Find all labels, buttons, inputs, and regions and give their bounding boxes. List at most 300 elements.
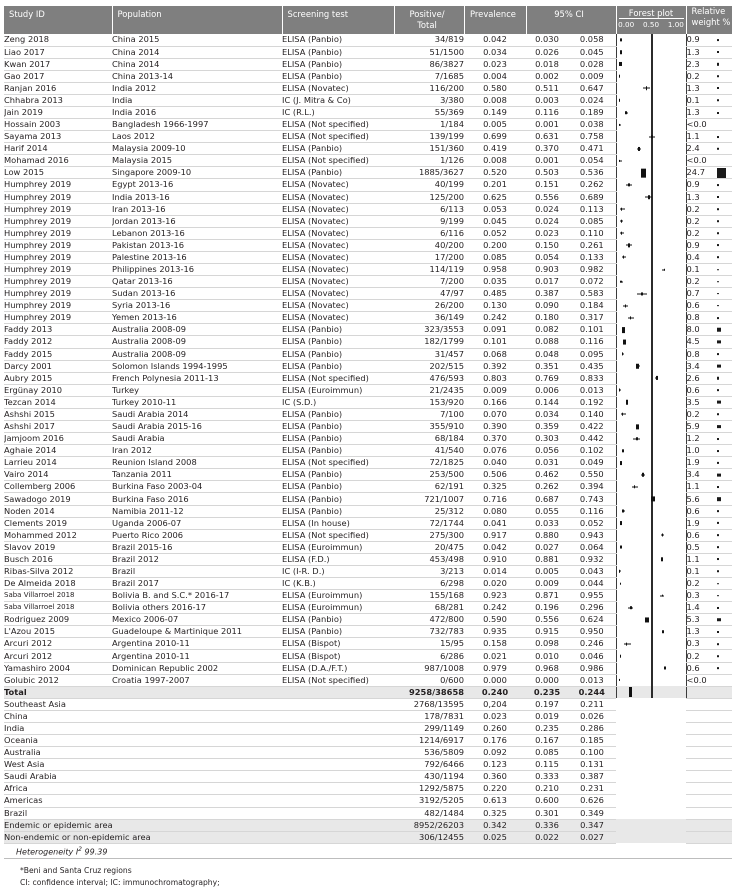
summary-ci-low: 0.336: [526, 819, 568, 831]
summary-positive-total: 3192/5205: [394, 795, 464, 807]
relative-weight-value: 5.6: [687, 494, 700, 504]
cell-positive-total: 116/200: [394, 82, 464, 94]
relative-weight-bar: [717, 244, 719, 246]
summary-positive-total: 178/7831: [394, 710, 464, 722]
table-row[interactable]: [4, 131, 732, 143]
cell-study-id: Clements 2019: [4, 517, 112, 529]
table-row[interactable]: [4, 336, 732, 348]
cell-ci-low: 0.150: [526, 239, 568, 251]
forest-axis-line: [651, 263, 653, 275]
cell-study-id: Harif 2014: [4, 143, 112, 155]
summary-prevalence: 0.023: [464, 710, 526, 722]
cell-positive-total: 182/1799: [394, 336, 464, 348]
table-row[interactable]: [4, 541, 732, 553]
table-row[interactable]: [4, 94, 732, 106]
cell-ci-low: 0.055: [526, 505, 568, 517]
forest-point-marker: [651, 496, 654, 501]
cell-screening-test: ELISA (D.A./F.T.): [282, 662, 394, 674]
cell-study-id: Ergünay 2010: [4, 384, 112, 396]
table-row[interactable]: [4, 143, 732, 155]
cell-ci-high: 0.043: [568, 565, 616, 577]
summary-positive-total: 306/12455: [394, 831, 464, 843]
table-row[interactable]: [4, 191, 732, 203]
summary-ci-high: 0.131: [568, 759, 616, 771]
cell-positive-total: 40/200: [394, 239, 464, 251]
table-row[interactable]: [4, 300, 732, 312]
cell-screening-test: ELISA (Panbio): [282, 143, 394, 155]
cell-forest-plot: [616, 34, 686, 46]
table-row[interactable]: [4, 505, 732, 517]
cell-positive-total: 41/540: [394, 445, 464, 457]
table-row[interactable]: [4, 70, 732, 82]
cell-study-id: Vairo 2014: [4, 469, 112, 481]
table-row[interactable]: [4, 239, 732, 251]
table-row[interactable]: [4, 408, 732, 420]
cell-forest-plot: [616, 614, 686, 626]
cell-ci-high: 0.986: [568, 662, 616, 674]
table-row[interactable]: [4, 179, 732, 191]
cell-relative-weight: [686, 529, 732, 541]
cell-study-id: Ranjan 2016: [4, 82, 112, 94]
cell-ci-low: 0.082: [526, 324, 568, 336]
relative-weight-bar: [717, 63, 719, 65]
forest-axis-line: [651, 215, 653, 227]
table-row[interactable]: [4, 276, 732, 288]
table-row[interactable]: [4, 590, 732, 602]
cell-positive-total: 62/191: [394, 481, 464, 493]
relative-weight-value: 8.0: [687, 324, 700, 334]
cell-forest-plot: [616, 445, 686, 457]
header-screening-test: Screening test: [282, 6, 394, 34]
table-row[interactable]: [4, 227, 732, 239]
forest-point-marker: [619, 389, 621, 392]
summary-positive-total: 8952/26203: [394, 819, 464, 831]
summary-row[interactable]: [4, 819, 732, 831]
cell-prevalence: 0.716: [464, 493, 526, 505]
cell-positive-total: 323/3553: [394, 324, 464, 336]
cell-relative-weight: [686, 626, 732, 638]
forest-point-marker: [620, 546, 622, 549]
table-row[interactable]: [4, 638, 732, 650]
summary-ci-high: 0.185: [568, 735, 616, 747]
cell-study-id: De Almeida 2018: [4, 578, 112, 590]
forest-point-marker: [662, 534, 664, 537]
cell-ci-high: 0.758: [568, 131, 616, 143]
forest-axis-line: [651, 384, 653, 396]
cell-positive-total: 7/100: [394, 408, 464, 420]
table-row[interactable]: [4, 372, 732, 384]
table-row[interactable]: [4, 481, 732, 493]
cell-screening-test: ELISA (Novatec): [282, 263, 394, 275]
cell-ci-low: 0.556: [526, 191, 568, 203]
cell-relative-weight: [686, 179, 732, 191]
forest-axis-line: [651, 578, 653, 590]
cell-screening-test: ELISA (Panbio): [282, 493, 394, 505]
cell-relative-weight: [686, 46, 732, 58]
cell-forest-plot: [616, 191, 686, 203]
summary-row[interactable]: [4, 735, 732, 747]
cell-forest-plot: [616, 131, 686, 143]
cell-study-id: Humphrey 2019: [4, 239, 112, 251]
forest-point-marker: [619, 75, 620, 78]
cell-prevalence: 0.419: [464, 143, 526, 155]
table-row[interactable]: [4, 662, 732, 674]
cell-prevalence: 0.000: [464, 674, 526, 686]
summary-ci-high: 0.347: [568, 819, 616, 831]
cell-study-id: Gao 2017: [4, 70, 112, 82]
forest-point-marker: [619, 123, 620, 125]
cell-population: Pakistan 2013-16: [112, 239, 282, 251]
relative-weight-value: 1.1: [687, 554, 700, 564]
cell-forest-plot: [616, 94, 686, 106]
table-row[interactable]: [4, 34, 732, 46]
table-row[interactable]: [4, 119, 732, 131]
cell-population: Brazil 2017: [112, 578, 282, 590]
table-row[interactable]: [4, 421, 732, 433]
forest-axis-line: [651, 227, 653, 239]
cell-population: Brazil 2012: [112, 553, 282, 565]
cell-ci-low: 0.144: [526, 396, 568, 408]
cell-screening-test: ELISA (Novatec): [282, 312, 394, 324]
cell-ci-high: 0.647: [568, 82, 616, 94]
forest-axis-line: [651, 445, 653, 457]
cell-forest-plot: [616, 505, 686, 517]
summary-positive-total: 9258/38658: [394, 686, 464, 698]
cell-ci-high: 0.009: [568, 70, 616, 82]
cell-positive-total: 6/116: [394, 227, 464, 239]
table-row[interactable]: [4, 674, 732, 686]
forest-point-marker: [623, 340, 626, 345]
cell-relative-weight: [686, 408, 732, 420]
table-row[interactable]: [4, 517, 732, 529]
relative-weight-value: 0.6: [687, 663, 700, 673]
cell-ci-high: 0.296: [568, 602, 616, 614]
relative-weight-value: 0.5: [687, 542, 700, 552]
forest-point-marker: [626, 400, 629, 405]
cell-screening-test: ELISA (Panbio): [282, 469, 394, 481]
cell-forest-plot: [616, 638, 686, 650]
cell-population: Australia 2008-09: [112, 336, 282, 348]
relative-weight-value: 0.9: [687, 240, 700, 250]
cell-ci-low: 0.003: [526, 94, 568, 106]
cell-ci-high: 0.058: [568, 34, 616, 46]
cell-ci-high: 0.184: [568, 300, 616, 312]
cell-study-id: Humphrey 2019: [4, 288, 112, 300]
summary-label: Brazil: [4, 807, 394, 819]
summary-forest-plot: [616, 747, 686, 759]
forest-point-marker: [620, 521, 622, 525]
cell-prevalence: 0.590: [464, 614, 526, 626]
table-row[interactable]: [4, 360, 732, 372]
cell-relative-weight: [686, 662, 732, 674]
cell-screening-test: ELISA (Not specified): [282, 131, 394, 143]
forest-point-marker: [622, 449, 624, 452]
cell-forest-plot: [616, 360, 686, 372]
cell-positive-total: 355/910: [394, 421, 464, 433]
cell-prevalence: 0.070: [464, 408, 526, 420]
cell-population: India 2016: [112, 106, 282, 118]
table-row[interactable]: [4, 457, 732, 469]
cell-screening-test: IC (J. Mitra & Co): [282, 94, 394, 106]
cell-ci-low: 0.024: [526, 203, 568, 215]
cell-study-id: Chhabra 2013: [4, 94, 112, 106]
relative-weight-value: 5.3: [687, 614, 700, 624]
cell-ci-high: 0.982: [568, 263, 616, 275]
table-row[interactable]: [4, 384, 732, 396]
cell-prevalence: 0.923: [464, 590, 526, 602]
cell-relative-weight: [686, 143, 732, 155]
cell-study-id: Humphrey 2019: [4, 276, 112, 288]
relative-weight-bar: [717, 220, 719, 222]
cell-prevalence: 0.520: [464, 167, 526, 179]
table-row[interactable]: [4, 445, 732, 457]
summary-prevalence: 0.025: [464, 831, 526, 843]
cell-positive-total: 17/200: [394, 251, 464, 263]
cell-forest-plot: [616, 396, 686, 408]
cell-relative-weight: [686, 167, 732, 179]
cell-population: Mexico 2006-07: [112, 614, 282, 626]
cell-study-id: Humphrey 2019: [4, 263, 112, 275]
cell-ci-high: 0.116: [568, 505, 616, 517]
table-row[interactable]: [4, 46, 732, 58]
cell-population: China 2014: [112, 46, 282, 58]
summary-row[interactable]: [4, 759, 732, 771]
cell-ci-high: 0.046: [568, 650, 616, 662]
table-row[interactable]: [4, 82, 732, 94]
table-row[interactable]: [4, 58, 732, 70]
cell-population: Iran 2013-16: [112, 203, 282, 215]
summary-ci-high: 0.100: [568, 747, 616, 759]
cell-ci-high: 0.943: [568, 529, 616, 541]
cell-population: Saudi Arabia 2015-16: [112, 421, 282, 433]
table-row[interactable]: [4, 602, 732, 614]
summary-label: Saudi Arabia: [4, 771, 394, 783]
summary-label: Endemic or epidemic area: [4, 819, 394, 831]
header-positive-line2: Total: [395, 20, 460, 31]
header-positive-total: [394, 6, 464, 34]
summary-ci-low: 0.235: [526, 686, 568, 698]
cell-screening-test: ELISA (Panbio): [282, 46, 394, 58]
table-row[interactable]: [4, 203, 732, 215]
cell-forest-plot: [616, 553, 686, 565]
table-row[interactable]: [4, 614, 732, 626]
table-row[interactable]: [4, 155, 732, 167]
forest-point-marker: [636, 364, 639, 368]
cell-forest-plot: [616, 300, 686, 312]
table-row[interactable]: [4, 565, 732, 577]
cell-forest-plot: [616, 674, 686, 686]
forest-point-marker: [619, 160, 620, 162]
forest-point-marker: [622, 352, 624, 355]
cell-population: Laos 2012: [112, 131, 282, 143]
cell-positive-total: 68/281: [394, 602, 464, 614]
summary-ci-high: 0.027: [568, 831, 616, 843]
relative-weight-value: 3.5: [687, 397, 700, 407]
summary-relative-weight: [686, 819, 732, 831]
table-row[interactable]: [4, 251, 732, 263]
cell-prevalence: 0.035: [464, 276, 526, 288]
cell-ci-high: 0.246: [568, 638, 616, 650]
table-row[interactable]: [4, 469, 732, 481]
cell-relative-weight: [686, 541, 732, 553]
cell-ci-high: 0.045: [568, 46, 616, 58]
summary-prevalence: 0,204: [464, 698, 526, 710]
cell-screening-test: ELISA (Panbio): [282, 34, 394, 46]
relative-weight-value: 0.7: [687, 288, 700, 298]
cell-population: Jordan 2013-16: [112, 215, 282, 227]
summary-row[interactable]: [4, 771, 732, 783]
cell-screening-test: ELISA (Bispot): [282, 650, 394, 662]
forest-axis-line: [651, 565, 653, 577]
table-row[interactable]: [4, 626, 732, 638]
cell-prevalence: 0.023: [464, 58, 526, 70]
table-row[interactable]: [4, 553, 732, 565]
cell-prevalence: 0.076: [464, 445, 526, 457]
summary-prevalence: 0.325: [464, 807, 526, 819]
forest-point-marker: [662, 630, 664, 634]
cell-relative-weight: [686, 215, 732, 227]
table-row[interactable]: [4, 215, 732, 227]
summary-forest-plot: [616, 710, 686, 722]
forest-axis-line: [651, 686, 653, 698]
cell-screening-test: ELISA (Not specified): [282, 155, 394, 167]
cell-positive-total: 15/95: [394, 638, 464, 650]
forest-point-marker: [621, 208, 622, 211]
cell-ci-high: 0.262: [568, 179, 616, 191]
forest-point-marker: [664, 268, 665, 270]
cell-prevalence: 0.149: [464, 106, 526, 118]
cell-positive-total: 6/113: [394, 203, 464, 215]
cell-prevalence: 0.325: [464, 481, 526, 493]
summary-label: Africa: [4, 783, 394, 795]
cell-population: Argentina 2010-11: [112, 638, 282, 650]
summary-row[interactable]: [4, 710, 732, 722]
summary-row[interactable]: [4, 807, 732, 819]
relative-weight-value: 0.2: [687, 409, 700, 419]
cell-relative-weight: [686, 70, 732, 82]
relative-weight-value: 1.1: [687, 131, 700, 141]
forest-point-marker: [661, 558, 663, 561]
cell-forest-plot: [616, 469, 686, 481]
summary-forest-plot: [616, 831, 686, 843]
summary-ci-low: 0.167: [526, 735, 568, 747]
summary-row[interactable]: [4, 831, 732, 843]
summary-row[interactable]: [4, 698, 732, 710]
forest-point-marker: [620, 461, 622, 465]
cell-study-id: Ashshi 2017: [4, 421, 112, 433]
relative-weight-bar: [717, 607, 719, 609]
cell-screening-test: ELISA (Panbio): [282, 481, 394, 493]
summary-row[interactable]: [4, 686, 732, 698]
cell-forest-plot: [616, 541, 686, 553]
relative-weight-bar: [717, 208, 719, 210]
table-row[interactable]: [4, 396, 732, 408]
cell-relative-weight: [686, 58, 732, 70]
cell-positive-total: 36/149: [394, 312, 464, 324]
cell-ci-high: 0.192: [568, 396, 616, 408]
forest-axis-line: [651, 638, 653, 650]
cell-prevalence: 0.130: [464, 300, 526, 312]
cell-ci-low: 0.034: [526, 408, 568, 420]
cell-ci-high: 0.471: [568, 143, 616, 155]
cell-ci-low: 0.088: [526, 336, 568, 348]
summary-positive-total: 299/1149: [394, 722, 464, 734]
forest-point-marker: [620, 50, 622, 54]
cell-prevalence: 0.009: [464, 384, 526, 396]
summary-row[interactable]: [4, 747, 732, 759]
header-forest-plot-title: Forest plot: [617, 8, 686, 19]
forest-point-marker: [638, 147, 640, 151]
cell-ci-low: 0.026: [526, 46, 568, 58]
cell-forest-plot: [616, 276, 686, 288]
cell-population: Qatar 2013-16: [112, 276, 282, 288]
cell-ci-low: 0.631: [526, 131, 568, 143]
cell-forest-plot: [616, 119, 686, 131]
cell-screening-test: IC (I-R. D.): [282, 565, 394, 577]
summary-relative-weight: [686, 722, 732, 734]
cell-ci-high: 0.113: [568, 203, 616, 215]
relative-weight-value: 1.0: [687, 445, 700, 455]
cell-screening-test: ELISA (Novatec): [282, 251, 394, 263]
cell-forest-plot: [616, 227, 686, 239]
cell-population: Sudan 2013-16: [112, 288, 282, 300]
summary-row[interactable]: [4, 783, 732, 795]
table-row[interactable]: [4, 433, 732, 445]
table-row[interactable]: [4, 288, 732, 300]
table-row[interactable]: [4, 493, 732, 505]
cell-screening-test: IC (R.L.): [282, 106, 394, 118]
summary-positive-total: 792/6466: [394, 759, 464, 771]
cell-forest-plot: [616, 82, 686, 94]
table-row[interactable]: [4, 650, 732, 662]
cell-relative-weight: [686, 94, 732, 106]
table-row[interactable]: [4, 167, 732, 179]
table-row[interactable]: [4, 263, 732, 275]
cell-prevalence: 0.699: [464, 131, 526, 143]
cell-positive-total: 25/312: [394, 505, 464, 517]
summary-row[interactable]: [4, 722, 732, 734]
cell-ci-low: 0.303: [526, 433, 568, 445]
relative-weight-bar: [717, 328, 721, 333]
forest-axis-line: [651, 553, 653, 565]
relative-weight-bar: [717, 618, 721, 622]
cell-positive-total: 72/1825: [394, 457, 464, 469]
cell-ci-high: 0.024: [568, 94, 616, 106]
cell-ci-low: 0.556: [526, 614, 568, 626]
cell-forest-plot: [616, 662, 686, 674]
cell-ci-low: 0.018: [526, 58, 568, 70]
summary-prevalence: 0.220: [464, 783, 526, 795]
cell-forest-plot: [616, 288, 686, 300]
cell-screening-test: ELISA (Novatec): [282, 300, 394, 312]
cell-forest-plot: [616, 348, 686, 360]
table-row[interactable]: [4, 348, 732, 360]
cell-screening-test: ELISA (Euroimmun): [282, 590, 394, 602]
table-row[interactable]: [4, 106, 732, 118]
cell-ci-high: 0.435: [568, 360, 616, 372]
forest-point-marker: [621, 220, 622, 223]
cell-positive-total: 125/200: [394, 191, 464, 203]
cell-study-id: Humphrey 2019: [4, 227, 112, 239]
table-row[interactable]: [4, 578, 732, 590]
summary-row[interactable]: [4, 795, 732, 807]
relative-weight-bar: [717, 112, 719, 114]
table-row[interactable]: [4, 324, 732, 336]
table-row[interactable]: [4, 529, 732, 541]
cell-positive-total: 86/3827: [394, 58, 464, 70]
cell-prevalence: 0.008: [464, 155, 526, 167]
table-row[interactable]: [4, 312, 732, 324]
